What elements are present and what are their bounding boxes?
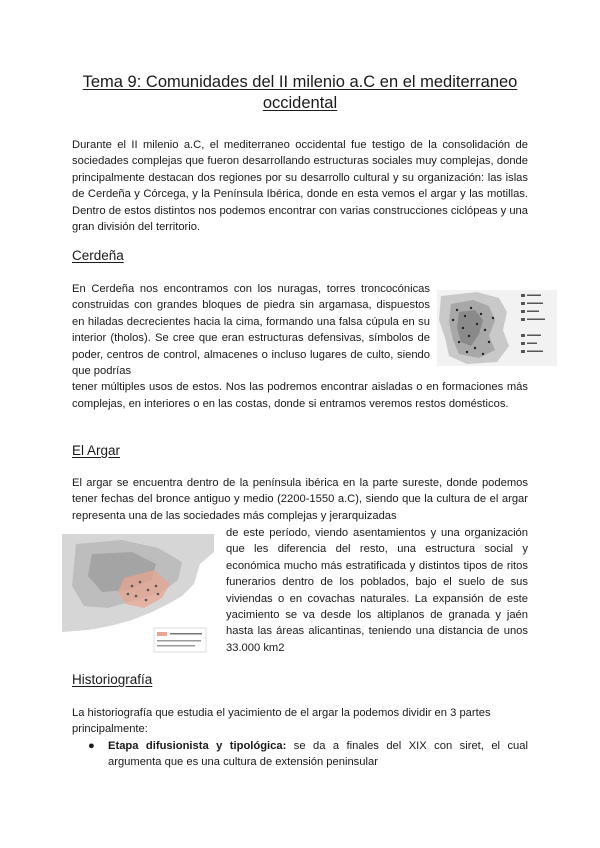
list-item <box>72 738 528 771</box>
intro-paragraph: Durante el II milenio a.C, el mediterraneo occidental fue testigo de la consolidación de sociedades complejas que fueron desarrollando estructuras sociales muy complejas, donde principalmente destacan dos regiones por su desarrollo cultural y su organización: las islas de Cerdeña y Córcega, y la Península Ibérica, donde en esta vemos el argar y las motillas. Dentro de estos distintos nos podemos encontrar con varias construcciones ciclópeas y una gran división del territorio. <box>72 139 528 234</box>
cerdena-paragraph-full: tener múltiples usos de estos. Nos las podremos encontrar aisladas o en formaciones más complejas, en interiores o en las costas, donde si entramos veremos restos domésticos. <box>72 381 528 410</box>
cerdena-paragraph-wrapped: En Cerdeña nos encontramos con los nuragas, torres troncocónicas construidas con grandes bloques de piedra sin argamasa, dispuestos en hiladas decrecientes hacia la cima, formando una falsa cúpula en su interior (tholos). Se cree que eran estructuras defensivas, símbolos de poder, centros de control, almacenes o incluso lugares de culto, siendo que podrías <box>72 283 430 378</box>
section-heading-historiografia: Historiografía <box>72 672 153 687</box>
sardinia-map-figure <box>437 290 557 366</box>
sardinia-map-image <box>437 290 557 366</box>
argar-paragraph-full: El argar se encuentra dentro de la península ibérica en la parte sureste, donde podemos tener fechas del bronce antiguo y medio (2200-1550 a.C), siendo que la cultura de el argar representa una de las sociedades más complejas y jerarquizadas <box>72 477 528 522</box>
section-heading-argar: El Argar <box>72 443 121 458</box>
page-title: Tema 9: Comunidades del II milenio a.C en el mediterraneo occidental <box>82 73 518 112</box>
historiografia-list <box>72 738 528 771</box>
bullet-icon: ● <box>88 740 95 752</box>
section-heading-cerdena: Cerdeña <box>72 248 124 263</box>
argar-map-image <box>62 534 214 656</box>
list-item-bold: Etapa difusionista y tipológica: <box>108 740 287 752</box>
list-item-text: se da a finales del XIX con siret, el cual argumenta que es una cultura de extensión peninsular <box>108 740 528 769</box>
historiografia-paragraph: La historiografía que estudia el yacimiento de el argar la podemos dividir en 3 partes principalmente: <box>72 707 491 736</box>
argar-paragraph-wrapped: de este período, viendo asentamientos y una organización que les diferencia del resto, una estructura social y económica mucho más estratificada y distintos tipos de ritos funerarios dentro de los poblados, bajo el suelo de sus viviendas o en covachas naturales. La expansión de este yacimiento se va desde los altiplanos de granada y jaén hasta las áreas alicantinas, teniendo una distancia de unos 33.000 km2 <box>226 527 528 654</box>
argar-map-figure <box>62 534 214 656</box>
